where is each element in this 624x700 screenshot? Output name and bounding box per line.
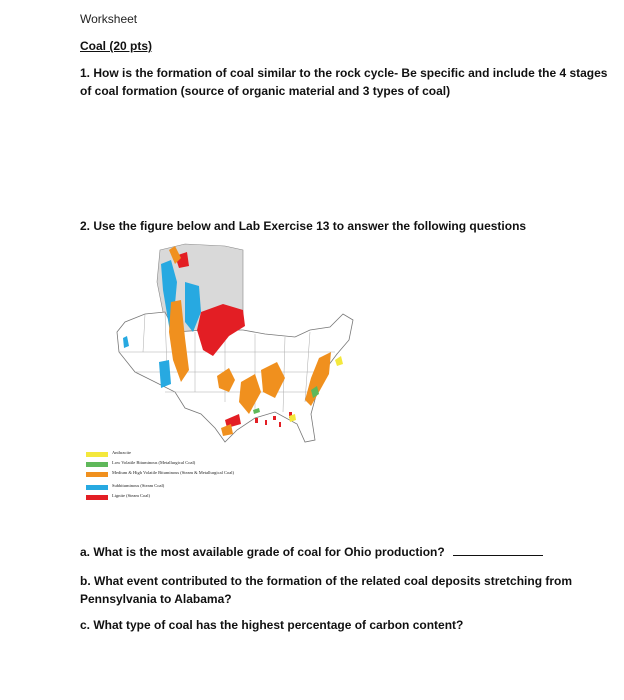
question-1: 1. How is the formation of coal similar to the rock cycle- Be specific and include the 4 stages of coal formation (source of organic material and 3 types of coal) [80,66,608,98]
legend-label: Subbituminous (Steam Coal) [112,483,165,488]
question-a [80,545,543,559]
legend-item-anthracite [86,452,286,458]
coal-map-figure [105,242,365,454]
legend-item-subbituminous [86,485,286,491]
section-title: Coal (20 pts) [80,39,153,53]
legend-label: Lignite (Steam Coal) [112,493,150,498]
legend-swatch [86,485,108,490]
legend-label: Low Volatile Bituminous (Metallurgical Coal) [112,460,196,465]
subbituminous-sw [159,360,171,388]
legend-swatch [86,462,108,467]
worksheet-header: Worksheet [80,12,138,26]
question-b: b. What event contributed to the formation of the related coal deposits stretching from Pennsylvania to Alabama? [80,574,573,606]
legend-item-lignite [86,495,286,501]
legend-label: Medium & High Volatile Bituminous (Steam & Metallurgical Coal) [112,470,234,475]
legend-swatch [86,495,108,500]
legend-item-medium-high-volatile [86,472,286,478]
legend-swatch [86,472,108,477]
question-2: 2. Use the figure below and Lab Exercise 13 to answer the following questions [80,219,527,233]
anthracite [335,356,343,366]
question-c: c. What type of coal has the highest percentage of carbon content? [80,618,464,632]
legend-item-low-volatile [86,462,286,468]
question-a-text: a. What is the most available grade of coal for Ohio production? [80,545,445,559]
legend-swatch [86,452,108,457]
answer-blank[interactable] [453,545,543,556]
legend-label: Anthracite [112,450,131,455]
